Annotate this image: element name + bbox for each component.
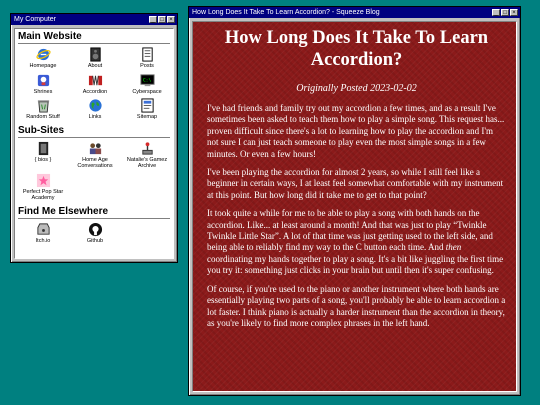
- shortcut-cyberspace[interactable]: [121, 73, 173, 96]
- shortcut-label: Posts: [140, 63, 154, 69]
- my-computer-content: [14, 28, 174, 259]
- minimize-button[interactable]: _: [492, 9, 500, 16]
- shortcut-label: Sitemap: [136, 114, 158, 120]
- shortcut-posts[interactable]: [121, 47, 173, 70]
- internet-explorer-icon: [36, 47, 51, 62]
- shortcut-label: About: [87, 63, 103, 69]
- shortcut-github[interactable]: [69, 222, 121, 245]
- blog-post-date: Originally Posted 2023-02-02: [296, 83, 417, 94]
- star-icon: [36, 173, 51, 188]
- shortcut-perfect-pop-star-academy[interactable]: [17, 173, 69, 202]
- joystick-icon: [140, 141, 155, 156]
- window-title: How Long Does It Take To Learn Accordion? - Squeeze Blog: [192, 9, 380, 16]
- blog-paragraph: I've been playing the accordion for almost 2 years, so while I still feel like a beginner in certain ways, I at least feel somewhat comfortable with my instrument at this point. But how long did it take me to get to that point?: [207, 167, 504, 200]
- blog-content[interactable]: [192, 21, 517, 392]
- my-computer-titlebar[interactable]: [11, 14, 177, 25]
- shrine-icon: [36, 73, 51, 88]
- blog-emphasis: then: [445, 242, 462, 253]
- main-website-icons: [15, 44, 173, 123]
- blog-article: [193, 22, 516, 329]
- accordion-icon: [88, 73, 103, 88]
- shortcut-links[interactable]: [69, 98, 121, 121]
- people-icon: [88, 141, 103, 156]
- window-title: My Computer: [14, 16, 57, 23]
- shortcut-label: Accordion: [82, 88, 108, 95]
- close-button[interactable]: ×: [510, 9, 518, 16]
- github-icon: [88, 222, 103, 237]
- blog-paragraph: Of course, if you're used to the piano or another instrument where both hands are essentially playing two parts of a song, you'll probably be able to learn accordion a lot faster. I think piano is actually a harder instrument than the accordion in theory, as you're likely to find more complex phrases in the left hand.: [207, 283, 506, 328]
- sitemap-icon: [140, 98, 155, 113]
- blog-titlebar[interactable]: [189, 7, 520, 18]
- shortcut-about[interactable]: [69, 47, 121, 70]
- svg-text:C:\: C:\: [142, 77, 151, 83]
- shortcut-label: Perfect Pop Star Academy: [22, 188, 64, 201]
- section-title-main-website: Main Website: [18, 30, 170, 44]
- elsewhere-icons: [15, 219, 173, 247]
- blog-paragraph: [207, 208, 506, 276]
- speaker-icon: [88, 47, 103, 62]
- blog-paragraph: I've had friends and family try out my accordion a few times, and as a result I've sometimes been asked to teach them how to play a simple song. This request has... proven difficult since there's a lot to learning how to play the accordion and I'm not sure I can just teach someone to play even the most simple songs in a few minutes. Or even a few hours!: [207, 103, 505, 159]
- shortcut-homepage[interactable]: [17, 47, 69, 70]
- maximize-button[interactable]: □: [158, 16, 166, 23]
- section-title-sub-sites: Sub-Sites: [18, 124, 170, 138]
- minimize-button[interactable]: _: [149, 16, 157, 23]
- shortcut-label: Homepage: [29, 63, 57, 69]
- window-controls: [149, 16, 177, 23]
- shortcut-bios[interactable]: [17, 141, 69, 170]
- shortcut-label: Itch.io: [35, 237, 51, 244]
- shortcut-sitemap[interactable]: [121, 98, 173, 121]
- itchio-icon: [36, 222, 51, 237]
- chip-icon: [36, 141, 51, 156]
- blog-post-title: How Long Does It Take To Learn Accordion?: [224, 28, 489, 70]
- monitor-icon: [140, 73, 155, 88]
- shortcut-accordion[interactable]: [69, 73, 121, 96]
- my-computer-window: [10, 13, 178, 263]
- blog-window: [188, 6, 521, 396]
- shortcut-shrines[interactable]: [17, 73, 69, 96]
- document-icon: [140, 47, 155, 62]
- shortcut-label: Random Stuff: [26, 114, 60, 120]
- globe-icon: [88, 98, 103, 113]
- sub-sites-icons: [15, 138, 173, 204]
- shortcut-random-stuff[interactable]: [17, 98, 69, 121]
- shortcut-label: Natalie's Gamez Archive: [126, 156, 168, 169]
- window-controls: [492, 9, 520, 16]
- shortcut-label: Home Age Conversations: [77, 156, 113, 169]
- shortcut-label: Cyberspace: [132, 88, 162, 95]
- recycle-bin-icon: [36, 98, 51, 113]
- shortcut-itchio[interactable]: [17, 222, 69, 245]
- blog-text: coordinating my hands together to play a song. It's a bit like juggling the first time you try it: something just clicks in your brain but until then it's super confusing.: [207, 253, 504, 276]
- shortcut-gamez-archive[interactable]: [121, 141, 173, 170]
- blog-text: It took quite a while for me to be able to play a song with both hands on the accordion. Like... at least around a month! And that was just to play “Twinkle Twinkle Little Star”. A lot of that time was just getting used to the left side, and being able to reliably find my way to the C button each time. And: [207, 208, 493, 253]
- shortcut-home-age-conversations[interactable]: [69, 141, 121, 170]
- shortcut-label: { bios }: [34, 156, 52, 163]
- maximize-button[interactable]: □: [501, 9, 509, 16]
- shortcut-label: Shrines: [33, 88, 53, 95]
- close-button[interactable]: ×: [167, 16, 175, 23]
- shortcut-label: Github: [86, 237, 104, 244]
- section-title-find-me-elsewhere: Find Me Elsewhere: [18, 205, 170, 219]
- shortcut-label: Links: [88, 114, 102, 120]
